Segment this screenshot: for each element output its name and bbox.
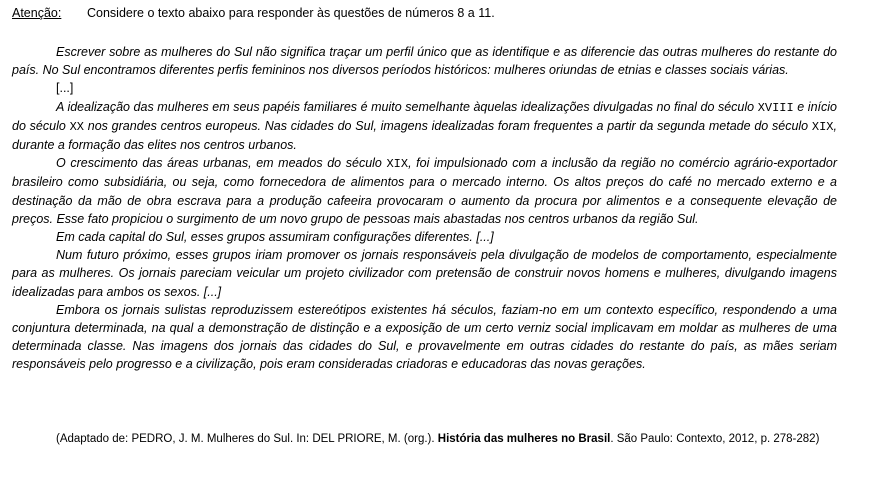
- paragraph-2-part-b: e início do século: [12, 99, 837, 133]
- century-numeral-xviii: XVIII: [757, 100, 794, 115]
- attention-instruction: Considere o texto abaixo para responder às questões de números 8 a 11.: [87, 6, 495, 20]
- paragraph-2-part-d: , durante a formação das elites nos centros urbanos.: [12, 118, 837, 153]
- paragraph-4: Em cada capital do Sul, esses grupos assumiram configurações diferentes. [...]: [56, 230, 494, 245]
- paragraph-3-part-a: O crescimento das áreas urbanas, em meados do século: [56, 156, 387, 171]
- century-numeral-xix-2: XIX: [386, 157, 409, 172]
- omission-mark: [...]: [56, 81, 74, 96]
- paragraph-2-part-c: nos grandes centros europeus. Nas cidades do Sul, imagens idealizadas foram frequentes a partir da segunda metade do século: [83, 118, 812, 133]
- citation-book-title: História das mulheres no Brasil: [437, 433, 611, 445]
- paragraph-3: [12, 154, 837, 228]
- paragraph-3-part-b: , foi impulsionado com a inclusão da região no comércio agrário-exportador brasileiro como subsidiária, ou seja, como fornecedora de alimentos para o mercado interno. Os altos preços do café no mercado externo e a destinação da mão de obra escrava para a produção cafeeira provocaram o aumento da procura por alimentos e a consequente elevação de preços. Esse fato propiciou o surgimento de um novo grupo de pessoas mais abastadas nos centros urbanos da região Sul.: [12, 156, 837, 226]
- paragraph-1: Escrever sobre as mulheres do Sul não significa traçar um perfil único que as identifique e as diferencie das outras mulheres do restante do país. No Sul encontramos diferentes perfis femininos nos diversos períodos históricos: mulheres oriundas de etnias e classes sociais várias.: [12, 45, 837, 78]
- attention-label: Atenção:: [12, 6, 62, 20]
- century-numeral-xx: XX: [69, 119, 84, 134]
- attention-header: [12, 6, 495, 21]
- century-numeral-xix: XIX: [811, 119, 834, 134]
- citation-prefix: (Adaptado de: PEDRO, J. M. Mulheres do Sul. In: DEL PRIORE, M. (org.).: [56, 433, 438, 445]
- paragraph-5: Num futuro próximo, esses grupos iriam promover os jornais responsáveis pela divulgação de modelos de comportamento, especialmente para as mulheres. Os jornais pareciam veicular um projeto civilizador com pretensão de construir novos homens e mulheres, divulgando imagens idealizadas para ambos os sexos. [...]: [12, 248, 837, 299]
- passage-text: [12, 43, 837, 374]
- paragraph-6: Embora os jornais sulistas reproduzissem estereótipos existentes há séculos, faziam-no em um contexto específico, respondendo a uma conjuntura determinada, na qual a demonstração de distinção e a exposição de um certo verniz social implicavam em moldar as mulheres de uma determinada classe. Nas imagens dos jornais das cidades do Sul, e provavelmente em outras cidades do restante do país, as mães seriam responsáveis pelo progresso e a civilização, pois eram consideradas criadoras e educadoras das novas gerações.: [12, 302, 837, 372]
- citation-suffix: . São Paulo: Contexto, 2012, p. 278-282): [610, 433, 820, 445]
- source-citation: [56, 432, 836, 447]
- paragraph-2-part-a: A idealização das mulheres em seus papéis familiares é muito semelhante àquelas idealizações divulgadas no final do século: [56, 99, 758, 114]
- paragraph-2: [12, 98, 837, 155]
